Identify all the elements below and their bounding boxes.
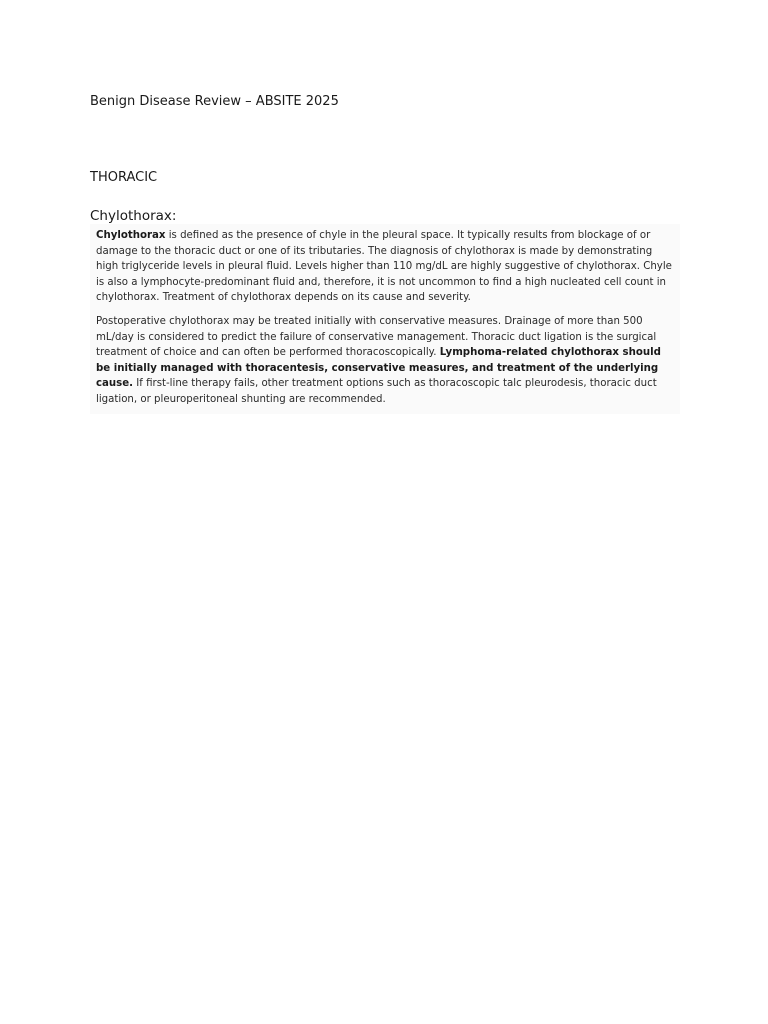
excerpt-paragraph-1-text: is defined as the presence of chyle in the pleural space. It typically results from blockage of or damage to the thoracic duct or one of its tributaries. The diagnosis of chylothorax is made by demonstrating high triglyceride levels in pleural fluid. Levels higher than 110 mg/dL are highly suggestive of chylothorax. Chyle is also a lymphocyte-predominant fluid and, therefore, it is not uncommon to find a high nucleated cell count in chylothorax. Treatment of chylothorax depends on its cause and severity. — [96, 230, 672, 304]
document-title: Benign Disease Review – ABSITE 2025 — [90, 94, 339, 109]
section-heading: THORACIC — [90, 170, 158, 185]
topic-heading: Chylothorax: — [90, 208, 177, 224]
excerpt-paragraph-1 — [96, 228, 674, 306]
excerpt-paragraph-2 — [96, 314, 674, 408]
chylothorax-excerpt-image — [90, 224, 680, 414]
excerpt-paragraph-2-text: Postoperative chylothorax may be treated initially with conservative measures. Drainage of more than 500 mL/day is considered to predict the failure of conservative management. Thoracic duct ligation is the surgical treatment of choice and can often be performed thoracoscopically. — [96, 315, 657, 359]
excerpt-paragraph-2-tail: If first-line therapy fails, other treatment options such as thoracoscopic talc pleurodesis, thoracic duct ligation, or pleuroperitoneal shunting are recommended. — [96, 378, 657, 405]
excerpt-paragraph-2-bold: Lymphoma-related chylothorax should be initially managed with thoracentesis, conservative measures, and treatment of the underlying cause. — [96, 347, 661, 390]
excerpt-term: Chylothorax — [96, 230, 166, 241]
